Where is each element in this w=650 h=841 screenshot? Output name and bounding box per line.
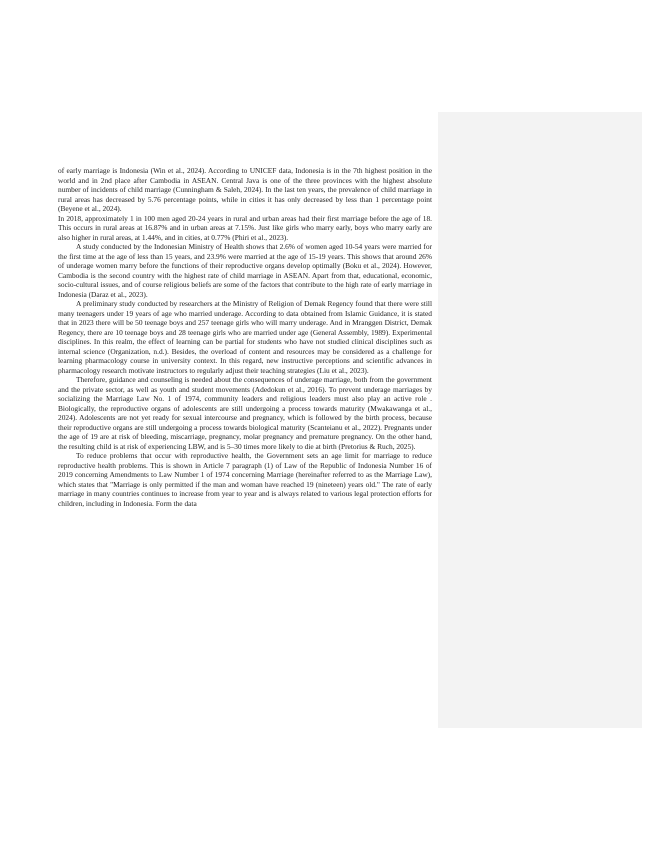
paragraph: A study conducted by the Indonesian Ministry of Health shows that 2.6% of women aged 10-54 years were married for the first time at the age of less than 15 years, and 23.9% were married at the age of 15-19 years. This shows that around 26% of underage women marry before the functions of their reproductive organs develop optimally (Boku et al., 2024). However, Cambodia is the second country with the highest rate of child marriage in ASEAN. Apart from that, educational, economic, socio-cultural issues, and of course religious beliefs are some of the factors that contribute to the high rate of early marriage in Indonesia (Daraz et al., 2023).	[58, 242, 432, 299]
paragraph: In 2018, approximately 1 in 100 men aged 20-24 years in rural and urban areas had their first marriage before the age of 18. This occurs in rural areas at 16.87% and in urban areas at 7.15%. Just like girls who marry early, boys who marry early are also higher in rural areas, at 1.44%, and in cities, at 0.77% (Phiri et al., 2023).	[58, 213, 432, 242]
body-text	[58, 166, 432, 508]
paragraph: A preliminary study conducted by researchers at the Ministry of Religion of Demak Regency found that there were still many teenagers under 19 years of age who married underage. According to data obtained from Islamic Guidance, it is stated that in 2023 there will be 50 teenage boys and 257 teenage girls who will marry underage. And in Mranggen District, Demak Regency, there are 10 teenage boys and 28 teenage girls who are married under age (General Assembly, 1989). Experimental disciplines. In this realm, the effect of learning can be partial for students who have not studied clinical disciplines such as internal science (Organization, n.d.). Besides, the overload of content and resources may be considered as a challenge for learning pharmacology course in university context. In this regard, new instructive perceptions and scientific advances in pharmacology research motivate instructors to regularly adjust their teaching strategies (Liu et al., 2023).	[58, 299, 432, 375]
paragraph: To reduce problems that occur with reproductive health, the Government sets an age limit for marriage to reduce reproductive health problems. This is shown in Article 7 paragraph (1) of Law of the Republic of Indonesia Number 16 of 2019 concerning Amendments to Law Number 1 of 1974 concerning Marriage (hereinafter referred to as the Marriage Law), which states that "Marriage is only permitted if the man and woman have reached 19 (nineteen) years old." The rate of early marriage in many countries continues to increase from year to year and is always related to various legal protection efforts for children, including in Indonesia. Form the data	[58, 451, 432, 508]
paragraph: Therefore, guidance and counseling is needed about the consequences of underage marriage, both from the government and the private sector, as well as youth and student movements (Adedokun et al., 2016). To prevent underage marriages by socializing the Marriage Law No. 1 of 1974, community leaders and religious leaders must also play an active role . Biologically, the reproductive organs of adolescents are still undergoing a process towards maturity (Mwakawanga et al., 2024). Adolescents are not yet ready for sexual intercourse and pregnancy, which is followed by the birth process, because their reproductive organs are still undergoing a process towards biological maturity (Scanteianu et al., 2022). Pregnants under the age of 19 are at risk of bleeding, miscarriage, pregnancy, molar pregnancy and premature pregnancy. On the other hand, the resulting child is at risk of experiencing LBW, and is 5–30 times more likely to die at birth (Pretorius & Ruch, 2025).	[58, 375, 432, 451]
comment-margin-panel	[438, 112, 642, 728]
paragraph: of early marriage is Indonesia (Win et al., 2024). According to UNICEF data, Indonesia is in the 7th highest position in the world and in 2nd place after Cambodia in ASEAN. Central Java is one of the three provinces with the highest absolute number of incidents of child marriage (Cunningham & Saleh, 2024). In the last ten years, the prevalence of child marriage in rural areas has decreased by 5.76 percentage points, while in cities it has only decreased by less than 1 percentage point (Beyene et al., 2024).	[58, 166, 432, 213]
